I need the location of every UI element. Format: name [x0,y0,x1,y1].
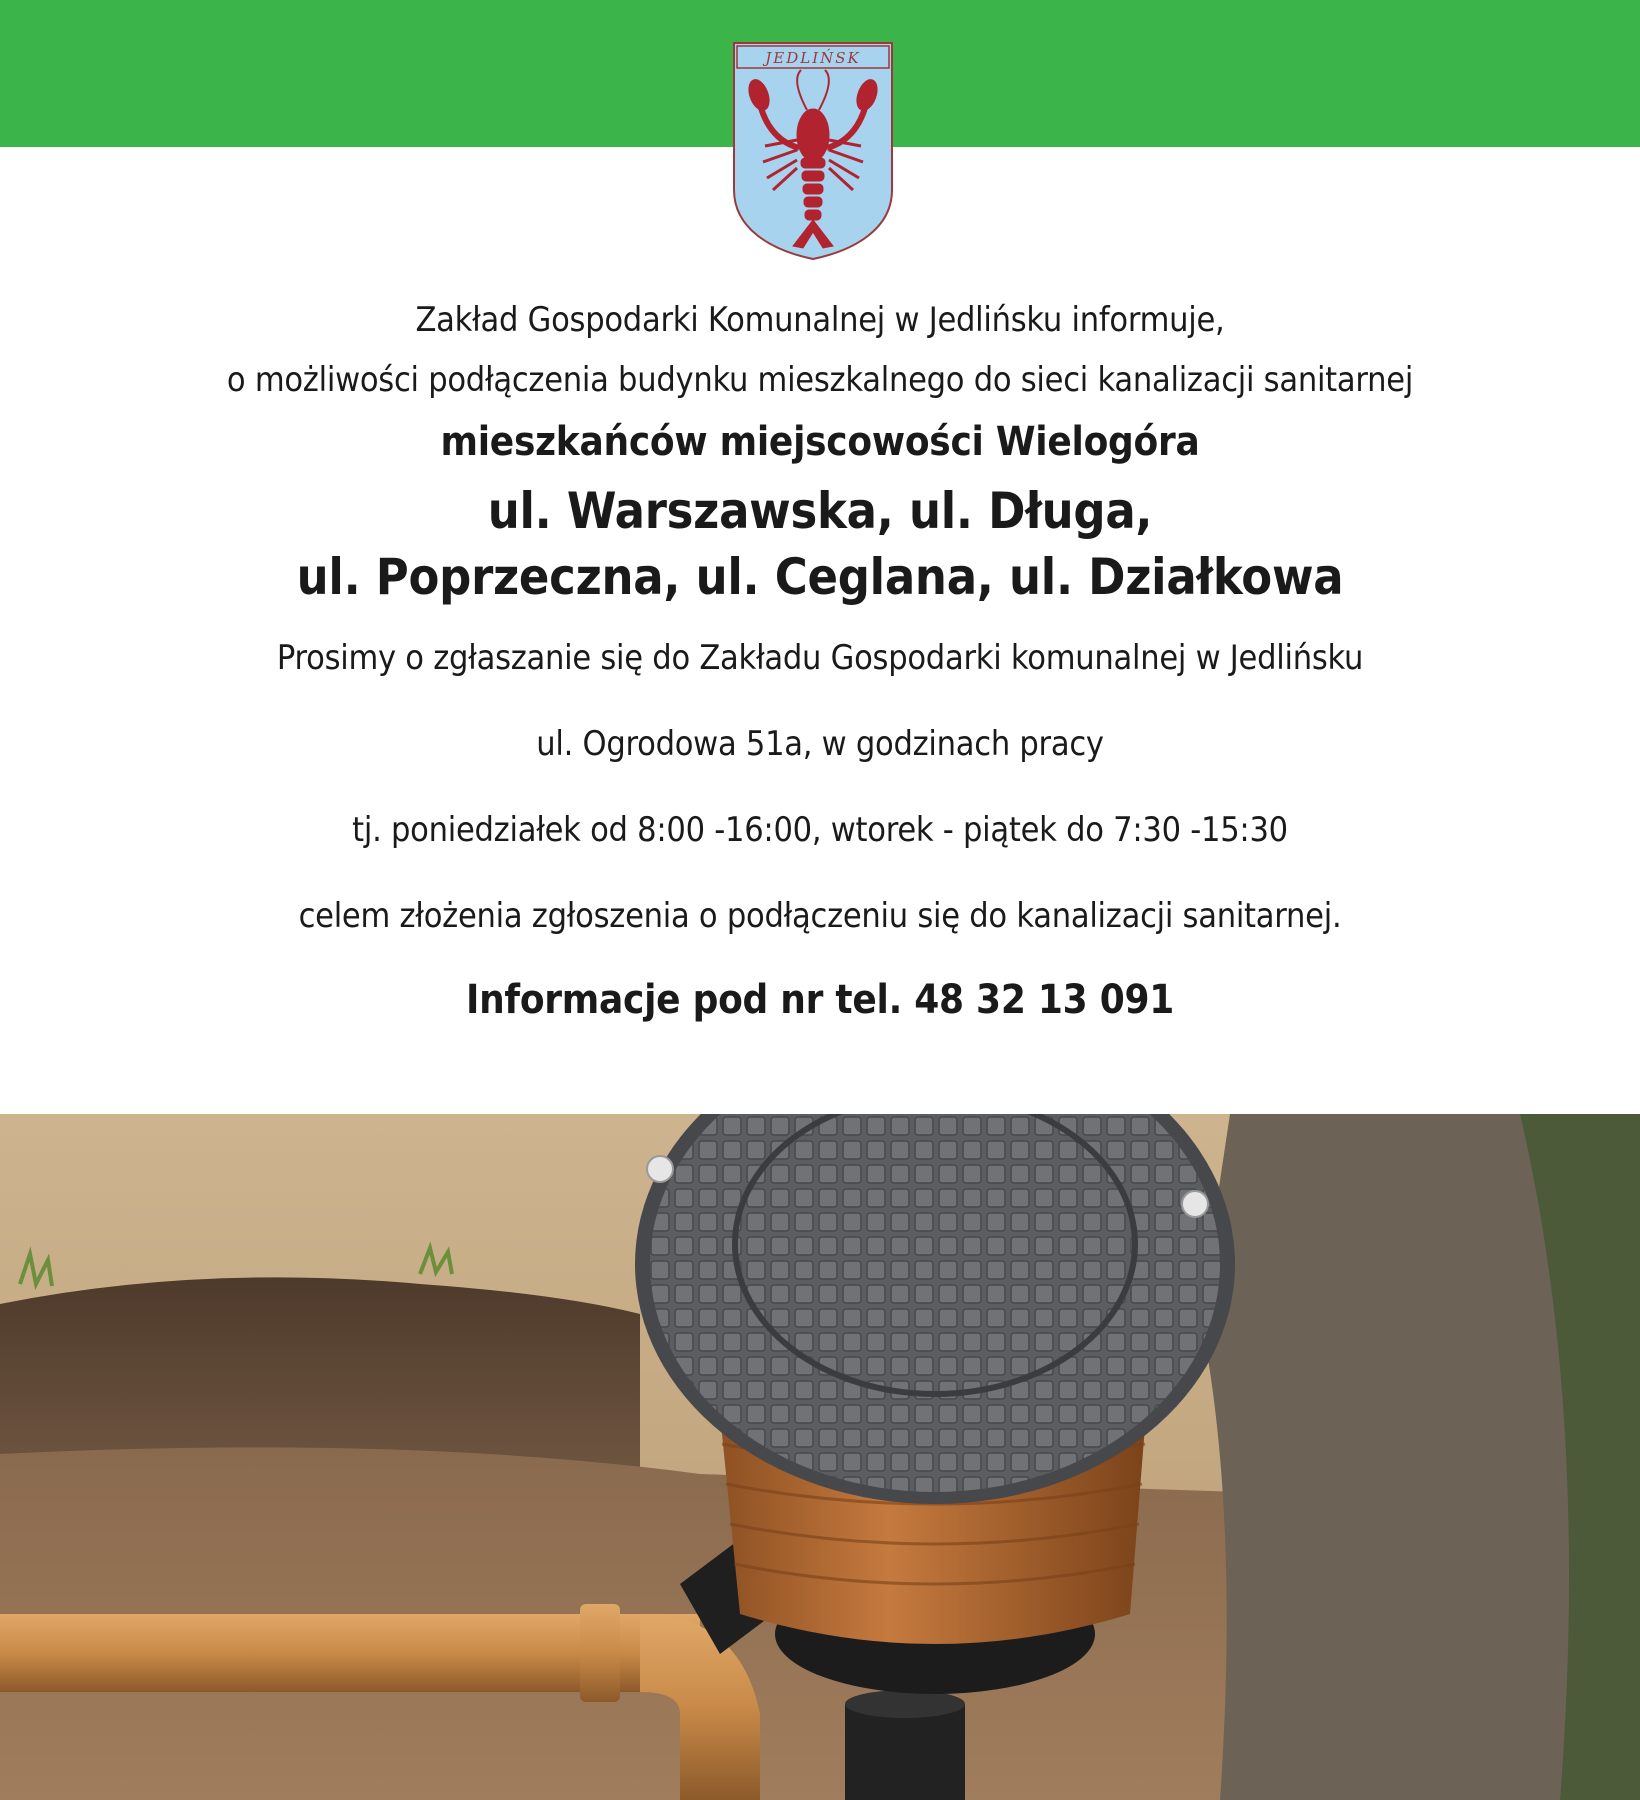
notice-request-line: Prosimy o zgłaszanie się do Zakładu Gospodarki komunalnej w Jedlińsku [276,638,1364,678]
notice-subject-line: o możliwości podłączenia budynku mieszkalnego do sieci kanalizacji sanitarnej [226,360,1414,400]
notice-phone-line: Informacje pod nr tel. 48 32 13 091 [465,977,1175,1023]
notice-purpose-line: celem złożenia zgłoszenia o podłączeniu się do kanalizacji sanitarnej. [298,896,1342,936]
svg-text:JEDLIŃSK: JEDLIŃSK [765,49,861,67]
notice-streets-line-2: ul. Poprzeczna, ul. Ceglana, ul. Działkowa [296,548,1344,606]
notice-streets-line-1: ul. Warszawska, ul. Długa, [487,482,1153,540]
notice-text-block [0,290,1640,1032]
notice-locality-line: mieszkańców miejscowości Wielogóra [440,419,1200,465]
jedlinsk-coat-of-arms [731,40,895,262]
notice-intro-line: Zakład Gospodarki Komunalnej w Jedlińsku informuje, [415,300,1225,340]
notice-address-line: ul. Ogrodowa 51a, w godzinach pracy [536,724,1104,764]
notice-hours-line: tj. poniedziałek od 8:00 -16:00, wtorek - piątek do 7:30 -15:30 [352,810,1288,850]
sewer-chamber-photo [0,1114,1640,1800]
